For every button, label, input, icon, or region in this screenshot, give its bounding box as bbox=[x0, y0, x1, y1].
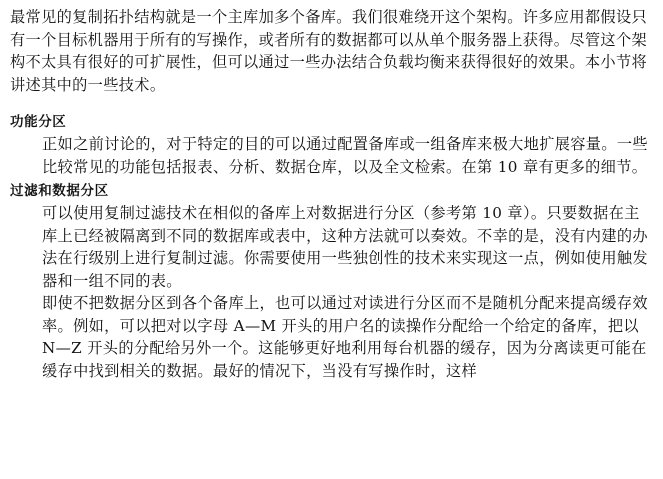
filtering-paragraph-2: 即使不把数据分区到各个备库上，也可以通过对读进行分区而不是随机分配来提高缓存效率。例如，可以把对以字母 A—M 开头的用户名的读操作分配给一个给定的备库，把以 N—Z 开头的分配给另外一个。这能够更好地利用每台机器的缓存，因为分离读更可能在缓存中找到相关的数据。最好的情况下，当没有写操作时，这样 bbox=[42, 294, 648, 380]
document-page bbox=[10, 6, 660, 382]
intro-paragraph: 最常见的复制拓扑结构就是一个主库加多个备库。我们很难绕开这个架构。许多应用都假设只有一个目标机器用于所有的写操作，或者所有的数据都可以从单个服务器上获得。尽管这个架构不太具有很好的可扩展性，但可以通过一些办法结合负载均衡来获得很好的效果。本小节将讲述其中的一些技术。 bbox=[10, 8, 648, 94]
section-heading-filtering-partitioning: 过滤和数据分区 bbox=[10, 183, 109, 199]
functional-partitioning-paragraph: 正如之前讨论的，对于特定的目的可以通过配置备库或一组备库来极大地扩展容量。一些比较常见的功能包括报表、分析、数据仓库，以及全文检索。在第 10 章有更多的细节。 bbox=[42, 135, 648, 176]
section-heading-functional-partitioning: 功能分区 bbox=[10, 114, 67, 130]
filtering-paragraph-1: 可以使用复制过滤技术在相似的备库上对数据进行分区（参考第 10 章）。只要数据在主库上已经被隔离到不同的数据库或表中，这种方法就可以奏效。不幸的是，没有内建的办法在行级别上进行复制过滤。你需要使用一些独创性的技术来实现这一点，例如使用触发器和一组不同的表。 bbox=[42, 204, 648, 290]
